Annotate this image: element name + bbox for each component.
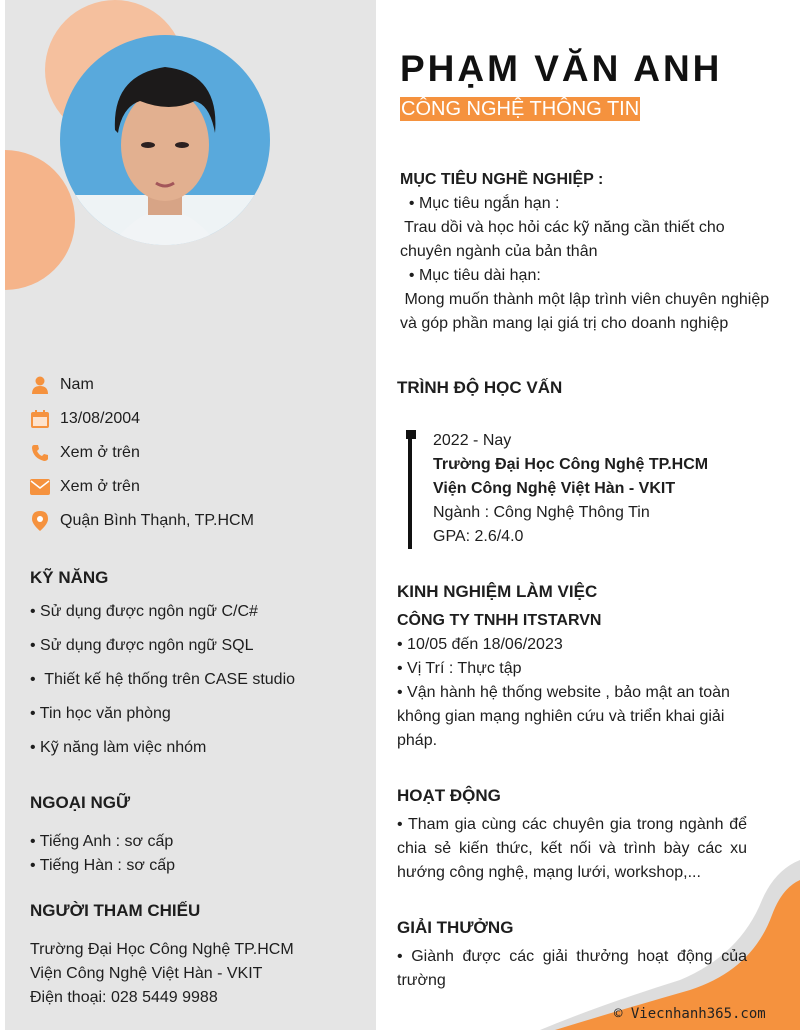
sidebar [5, 0, 376, 1030]
education-gpa: GPA: 2.6/4.0 [433, 528, 524, 545]
contact-email [30, 477, 140, 497]
user-icon [30, 375, 50, 395]
email-text: Xem ở trên [60, 478, 140, 495]
awards-text: • Giành được các giải thưởng hoạt động của trường [397, 948, 747, 989]
education-institute: Viện Công Nghệ Việt Hàn - VKIT [433, 480, 676, 497]
skill-item: • Kỹ năng làm việc nhóm [30, 739, 207, 756]
contact-address [30, 511, 254, 531]
language-item: • Tiếng Hàn : sơ cấp [30, 857, 176, 874]
phone-icon [30, 443, 50, 463]
skills-heading: KỸ NĂNG [30, 568, 109, 587]
experience-dates: • 10/05 đến 18/06/2023 [397, 636, 563, 653]
candidate-name: PHẠM VĂN ANH [400, 48, 723, 89]
contact-gender [30, 375, 94, 395]
skill-item: • Thiết kế hệ thống trên CASE studio [30, 671, 296, 688]
avatar [60, 35, 270, 245]
objective-long-label: • Mục tiêu dài hạn: [400, 267, 541, 284]
language-item: • Tiếng Anh : sơ cấp [30, 833, 174, 850]
awards-heading: GIẢI THƯỞNG [397, 918, 514, 937]
education-period: 2022 - Nay [433, 432, 512, 449]
objective-short-label: • Mục tiêu ngắn hạn : [400, 195, 560, 212]
references-heading: NGƯỜI THAM CHIẾU [30, 901, 201, 920]
activities-text: • Tham gia cùng các chuyên gia trong ngành để chia sẻ kiến thức, kết nối và trình bày các xu hướng công nghệ, mạng lưới, workshop,... [397, 816, 747, 881]
experience-description: • Vận hành hệ thống website , bảo mật an toàn không gian mạng nghiên cứu và triển khai giải pháp. [397, 684, 730, 749]
gender-text: Nam [60, 376, 94, 393]
address-text: Quận Bình Thạnh, TP.HCM [60, 512, 254, 529]
phone-text: Xem ở trên [60, 444, 140, 461]
watermark: © Viecnhanh365.com [614, 1006, 766, 1022]
reference-line: Trường Đại Học Công Nghệ TP.HCM [30, 941, 294, 958]
objective-text: Trau dồi và học hỏi các kỹ năng cần thiết cho [400, 219, 725, 236]
contact-dob [30, 409, 140, 429]
objective-text: chuyên ngành của bản thân [400, 243, 598, 260]
skill-item: • Sử dụng được ngôn ngữ SQL [30, 637, 254, 654]
timeline-line [408, 432, 412, 549]
contact-phone [30, 443, 140, 463]
objective-text: Mong muốn thành một lập trình viên chuyên nghiệp [400, 291, 770, 308]
activities-heading: HOẠT ĐỘNG [397, 786, 501, 805]
calendar-icon [30, 409, 50, 429]
experience-company: CÔNG TY TNHH ITSTARVN [397, 612, 602, 629]
experience-heading: KINH NGHIỆM LÀM VIỆC [397, 582, 598, 601]
reference-line: Viện Công Nghệ Việt Hàn - VKIT [30, 965, 263, 982]
dob-text: 13/08/2004 [60, 410, 141, 427]
objective-text: và góp phần mang lại giá trị cho doanh nghiệp [400, 315, 729, 332]
location-icon [30, 511, 50, 531]
education-school: Trường Đại Học Công Nghệ TP.HCM [433, 456, 709, 473]
education-major: Ngành : Công Nghệ Thông Tin [433, 504, 650, 521]
experience-position: • Vị Trí : Thực tập [397, 660, 522, 677]
skill-item: • Sử dụng được ngôn ngữ C/C# [30, 603, 258, 620]
objective-heading: MỤC TIÊU NGHỀ NGHIỆP : [400, 171, 604, 188]
mail-icon [30, 477, 50, 497]
languages-heading: NGOẠI NGỮ [30, 793, 131, 812]
education-heading: TRÌNH ĐỘ HỌC VẤN [397, 378, 563, 397]
reference-line: Điện thoại: 028 5449 9988 [30, 989, 218, 1006]
candidate-role: CÔNG NGHỆ THÔNG TIN [401, 98, 640, 120]
skill-item: • Tin học văn phòng [30, 705, 171, 722]
